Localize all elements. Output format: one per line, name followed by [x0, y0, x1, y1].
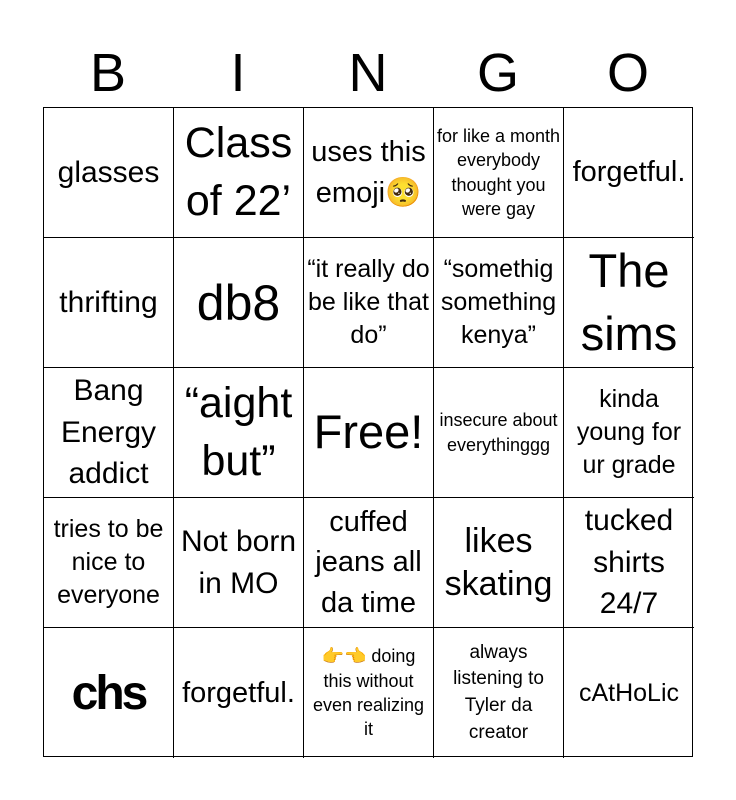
header-letter-n: N [348, 43, 388, 103]
cell-text: uses this emoji🥺 [311, 136, 426, 209]
bingo-cell[interactable] [434, 498, 564, 628]
bingo-grid [43, 107, 693, 757]
bingo-cell[interactable] [564, 368, 694, 498]
bingo-cell[interactable] [174, 628, 304, 758]
bingo-cell[interactable] [434, 108, 564, 238]
cell-text: db8 [196, 274, 281, 331]
header-letter-i: I [230, 43, 246, 103]
bingo-cell[interactable] [304, 108, 434, 238]
bingo-cell[interactable] [564, 238, 694, 368]
cell-text: cuffed jeans all da time [315, 506, 422, 619]
cell-text: 👉👈 doing this without even realizing it [312, 646, 425, 740]
cell-text: Bang Energy addict [60, 374, 157, 491]
cell-text: chs [71, 666, 146, 720]
cell-text: forgetful. [572, 156, 686, 189]
bingo-cell[interactable] [564, 108, 694, 238]
header-letter-g: G [476, 43, 519, 103]
bingo-cell[interactable] [434, 628, 564, 758]
cell-text: always listening to Tyler da creator [453, 641, 544, 743]
cell-text: glasses [57, 155, 160, 189]
bingo-cell[interactable] [304, 498, 434, 628]
bingo-cell[interactable] [44, 628, 174, 758]
cell-text: for like a month everybody thought you were gay [436, 125, 561, 219]
bingo-cell[interactable] [434, 238, 564, 368]
free-space[interactable] [304, 368, 434, 498]
bingo-cell[interactable] [174, 368, 304, 498]
cell-text: tries to be nice to everyone [53, 515, 164, 609]
bingo-cell[interactable] [174, 498, 304, 628]
cell-text: insecure about everythinggg [439, 410, 558, 455]
cell-text: “somethig something kenya” [440, 255, 557, 349]
bingo-cell[interactable] [44, 238, 174, 368]
cell-text: cAtHoLic [578, 678, 680, 707]
cell-text: forgetful. [182, 676, 295, 709]
cell-text: The sims [580, 244, 678, 360]
header-letter-o: O [606, 43, 649, 103]
cell-text: likes skating [444, 521, 553, 603]
cell-text: kinda young for ur grade [576, 385, 682, 479]
bingo-cell[interactable] [304, 238, 434, 368]
bingo-cell[interactable] [304, 628, 434, 758]
bingo-cell[interactable] [174, 108, 304, 238]
cell-text: Free! [313, 405, 424, 459]
bingo-cell[interactable] [44, 108, 174, 238]
cell-text: Class of 22’ [184, 119, 293, 225]
bingo-cell[interactable] [174, 238, 304, 368]
cell-text: tucked shirts 24/7 [584, 504, 674, 621]
bingo-cell[interactable] [44, 498, 174, 628]
header-letter-b: B [89, 43, 127, 103]
bingo-cell[interactable] [564, 498, 694, 628]
cell-text: “aight but” [184, 379, 293, 485]
cell-text: Not born in MO [180, 525, 297, 600]
bingo-cell[interactable] [564, 628, 694, 758]
bingo-cell[interactable] [44, 368, 174, 498]
cell-text: thrifting [59, 285, 158, 319]
cell-text: “it really do be like that do” [307, 255, 430, 349]
bingo-header [43, 40, 693, 106]
bingo-cell[interactable] [434, 368, 564, 498]
